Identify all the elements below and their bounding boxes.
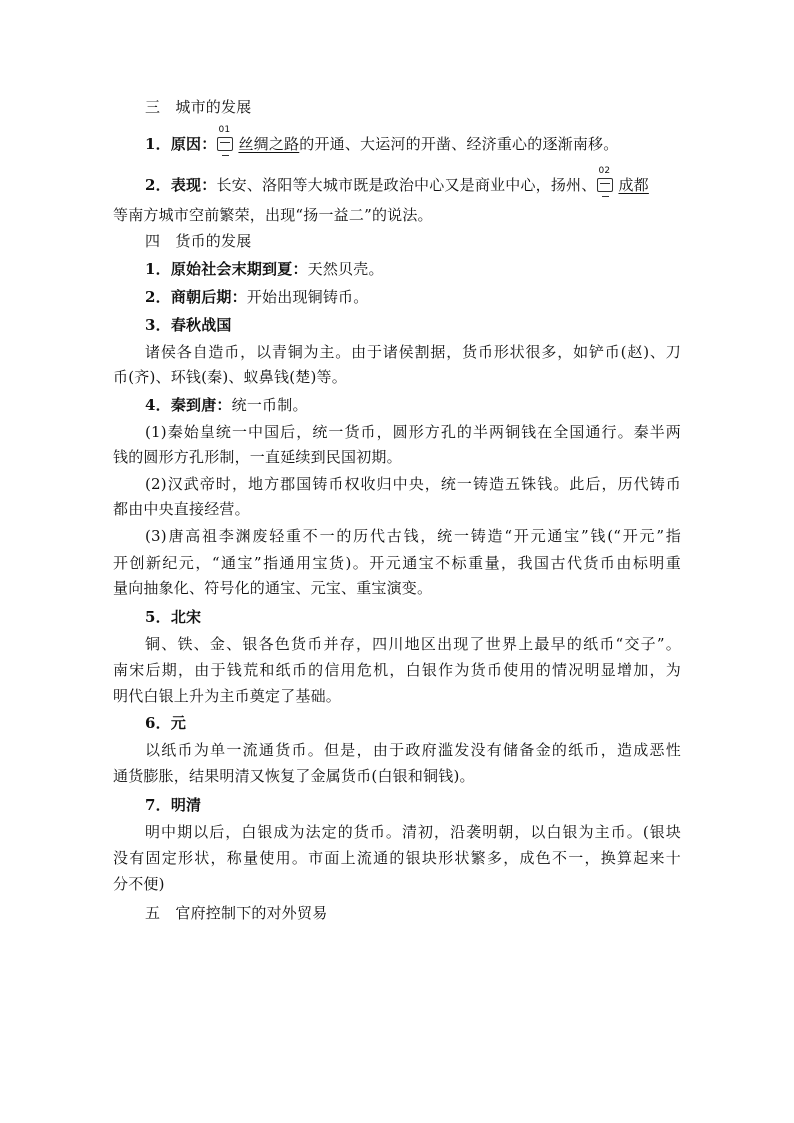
city-performance-item bbox=[145, 166, 649, 195]
currency-item-7-label bbox=[145, 795, 201, 815]
currency-item-3-label bbox=[145, 315, 232, 335]
item-text: 开始出现铜铸币。 bbox=[246, 288, 369, 306]
currency-item-4 bbox=[145, 395, 308, 415]
section-title-trade: 五 官府控制下的对外贸易 bbox=[145, 904, 328, 922]
paragraph-line: 通货膨胀，结果明清又恢复了金属货币(白银和铜钱)。 bbox=[113, 767, 475, 785]
currency-item-5-label bbox=[145, 607, 201, 627]
section-title-currency: 四 货币的发展 bbox=[145, 232, 252, 250]
city-performance-cont: 等南方城市空前繁荣，出现“扬一益二”的说法。 bbox=[113, 206, 433, 224]
item-text: 统一币制。 bbox=[231, 396, 308, 414]
item-label: 3．春秋战国 bbox=[145, 316, 232, 334]
section-title-city: 三 城市的发展 bbox=[145, 98, 252, 116]
note-badge-icon[interactable]: 01 bbox=[216, 131, 236, 153]
item-label: 2．表现： bbox=[145, 176, 217, 194]
note-badge-icon[interactable]: 02 bbox=[596, 172, 616, 194]
item-text: 长安、洛阳等大城市既是政治中心又是商业中心，扬州、 bbox=[216, 176, 597, 194]
item-text: 的开通、大运河的开凿、经济重心的逐渐南移。 bbox=[299, 135, 619, 153]
paragraph-line: 没有固定形状，称量使用。市面上流通的银块形状繁多，成色不一，换算起来十 bbox=[113, 849, 681, 867]
paragraph-line: 量向抽象化、符号化的通宝、元宝、重宝演变。 bbox=[113, 579, 433, 597]
item-label: 4．秦到唐： bbox=[145, 396, 232, 414]
paragraph-line: 明中期以后，白银成为法定的货币。清初，沿袭明朝，以白银为主币。(银块 bbox=[145, 823, 681, 841]
paragraph-line: 分不便) bbox=[113, 875, 165, 893]
item-label: 5．北宋 bbox=[145, 608, 202, 626]
paragraph-line: 都由中央直接经营。 bbox=[113, 500, 250, 518]
silk-road-link[interactable]: 丝绸之路 bbox=[238, 135, 300, 153]
paragraph-line: 铜、铁、金、银各色货币并存，四川地区出现了世界上最早的纸币“交子”。 bbox=[145, 635, 681, 653]
item-label: 7．明清 bbox=[145, 796, 202, 814]
item-text: 天然贝壳。 bbox=[307, 260, 384, 278]
paragraph-line: 以纸币为单一流通货币。但是，由于政府滥发没有储备金的纸币，造成恶性 bbox=[145, 741, 681, 759]
paragraph-line: (2)汉武帝时，地方郡国铸币权收归中央，统一铸造五铢钱。此后，历代铸币 bbox=[145, 475, 681, 493]
paragraph-line: 明代白银上升为主币奠定了基础。 bbox=[113, 687, 342, 705]
item-label: 6．元 bbox=[145, 714, 187, 732]
item-label: 2．商朝后期： bbox=[145, 288, 247, 306]
currency-item-2 bbox=[145, 287, 368, 307]
paragraph-line: 币(齐)、环钱(秦)、蚁鼻钱(楚)等。 bbox=[113, 368, 347, 386]
city-reason-item bbox=[145, 125, 619, 154]
paragraph-line: 开创新纪元，“通宝”指通用宝货)。开元通宝不标重量，我国古代货币由标明重 bbox=[113, 554, 681, 572]
item-label: 1．原始社会末期到夏： bbox=[145, 260, 308, 278]
paragraph-line: 钱的圆形方孔形制，一直延续到民国初期。 bbox=[113, 448, 402, 466]
paragraph-line: (1)秦始皇统一中国后，统一货币，圆形方孔的半两铜钱在全国通行。秦半两 bbox=[145, 423, 681, 441]
currency-item-1 bbox=[145, 259, 384, 279]
item-label: 1．原因： bbox=[145, 135, 217, 153]
paragraph-line: 诸侯各自造币，以青铜为主。由于诸侯割据，货币形状很多，如铲币(赵)、刀 bbox=[145, 343, 681, 361]
paragraph-line: 南宋后期，由于钱荒和纸币的信用危机，白银作为货币使用的情况明显增加，为 bbox=[113, 661, 681, 679]
paragraph-line: (3)唐高祖李渊废轻重不一的历代古钱，统一铸造“开元通宝”钱(“开元”指 bbox=[145, 527, 681, 545]
currency-item-6-label bbox=[145, 713, 186, 733]
chengdu-link[interactable]: 成都 bbox=[618, 176, 649, 194]
